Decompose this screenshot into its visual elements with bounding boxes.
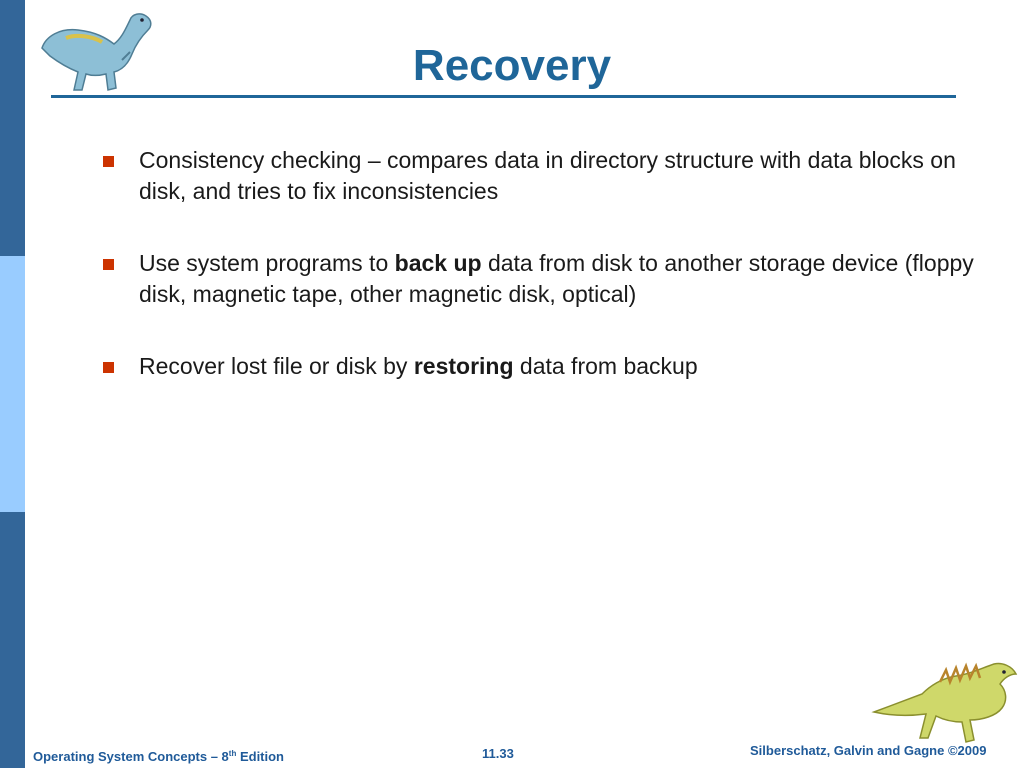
bullet-emphasis: restoring bbox=[413, 353, 514, 379]
square-bullet-icon bbox=[103, 156, 114, 167]
footer-copyright: Silberschatz, Galvin and Gagne ©2009 bbox=[750, 743, 987, 758]
bullet-text-after: data from backup bbox=[513, 353, 698, 379]
bullet-text: Consistency checking – compares data in directory structure with data blocks on disk, and tries to fix inconsistencies bbox=[139, 147, 956, 204]
list-item bbox=[100, 145, 1000, 207]
square-bullet-icon bbox=[103, 362, 114, 373]
left-sidebar bbox=[0, 0, 25, 768]
bullet-emphasis: back up bbox=[394, 250, 482, 276]
list-item bbox=[100, 351, 1000, 382]
bullet-text-after: data from disk to another storage device (floppy disk, magnetic tape, other magnetic disk, optical) bbox=[139, 250, 974, 307]
footer-book-prefix: Operating System Concepts – 8 bbox=[33, 749, 229, 764]
bullet-text-before: Use system programs to bbox=[139, 250, 395, 276]
slide-title: Recovery bbox=[412, 41, 612, 90]
bullet-list bbox=[100, 145, 1000, 423]
sidebar-segment-bottom bbox=[0, 512, 25, 768]
footer-edition-suffix: th bbox=[228, 749, 237, 758]
footer-book-title bbox=[33, 744, 284, 767]
bullet-text-before: Recover lost file or disk by bbox=[139, 353, 414, 379]
footer-edition-word: Edition bbox=[236, 749, 285, 764]
sidebar-segment-middle bbox=[0, 256, 25, 512]
dinosaur-icon bbox=[870, 660, 1020, 746]
list-item bbox=[100, 248, 1000, 310]
title-divider bbox=[51, 95, 956, 98]
page-number: 11.33 bbox=[482, 746, 514, 761]
square-bullet-icon bbox=[103, 259, 114, 270]
